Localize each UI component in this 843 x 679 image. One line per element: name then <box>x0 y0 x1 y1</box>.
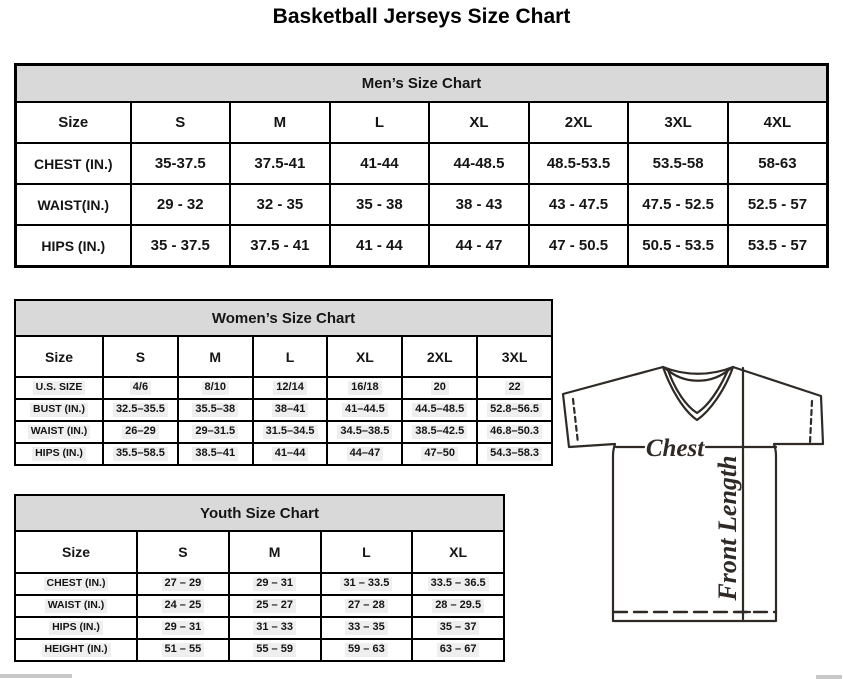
value-cell <box>229 573 321 595</box>
value-text: 27 – 28 <box>345 599 388 613</box>
column-header-row <box>15 531 504 573</box>
value-text: 38.5–42.5 <box>412 425 467 439</box>
value-cell <box>412 595 504 617</box>
table-row <box>15 377 552 399</box>
value-cell <box>137 617 229 639</box>
size-column-header: 2XL <box>529 102 629 143</box>
value-cell <box>229 595 321 617</box>
value-cell: 32 - 35 <box>230 184 330 225</box>
table-row <box>15 399 552 421</box>
value-text: 38–41 <box>272 403 309 417</box>
table-row <box>16 184 828 225</box>
value-text: 55 – 59 <box>253 643 296 657</box>
value-text: 59 – 63 <box>345 643 388 657</box>
size-column-header: XL <box>429 102 529 143</box>
left-sleeve-dash <box>573 399 578 443</box>
value-text: 29 – 31 <box>162 621 205 635</box>
value-text: 35.5–58.5 <box>113 447 168 461</box>
value-cell: 53.5 - 57 <box>728 225 828 267</box>
value-cell <box>477 421 552 443</box>
value-text: 51 – 55 <box>162 643 205 657</box>
value-text: 25 – 27 <box>253 599 296 613</box>
value-cell: 41 - 44 <box>330 225 430 267</box>
jersey-outline <box>563 367 823 621</box>
column-header-row <box>15 336 552 377</box>
value-cell <box>137 573 229 595</box>
value-cell: 38 - 43 <box>429 184 529 225</box>
youth-size-table <box>14 494 505 662</box>
row-label: HIPS (IN.) <box>16 225 131 267</box>
value-cell <box>178 399 253 421</box>
size-column-header: L <box>321 531 413 573</box>
value-cell <box>327 377 402 399</box>
value-cell <box>103 377 178 399</box>
value-cell <box>178 377 253 399</box>
value-text: CHEST (IN.) <box>44 577 109 590</box>
collar-back-top <box>663 367 733 374</box>
row-label <box>15 377 103 399</box>
table-row <box>15 639 504 661</box>
value-cell <box>103 443 178 465</box>
table-header-title: Men’s Size Chart <box>16 65 828 103</box>
size-column-header: M <box>178 336 253 377</box>
value-text: 28 – 29.5 <box>432 599 484 613</box>
value-cell: 43 - 47.5 <box>529 184 629 225</box>
womens-size-table <box>14 299 553 466</box>
table-header-row <box>16 65 828 103</box>
value-text: 35.5–38 <box>192 403 238 417</box>
value-cell <box>321 639 413 661</box>
row-label <box>15 421 103 443</box>
page-title: Basketball Jerseys Size Chart <box>272 5 571 28</box>
value-cell <box>412 639 504 661</box>
value-text: 4/6 <box>130 381 151 395</box>
row-label <box>15 595 137 617</box>
value-text: 22 <box>505 381 523 395</box>
value-cell: 41-44 <box>330 143 430 184</box>
value-text: 46.8–50.3 <box>487 425 542 439</box>
value-text: 47–50 <box>421 447 458 461</box>
value-cell <box>137 639 229 661</box>
value-text: 29 – 31 <box>253 577 296 591</box>
value-cell <box>402 421 477 443</box>
row-label <box>15 617 137 639</box>
value-cell <box>402 377 477 399</box>
size-column-header: S <box>103 336 178 377</box>
value-cell <box>137 595 229 617</box>
value-cell: 47.5 - 52.5 <box>628 184 728 225</box>
value-cell <box>477 443 552 465</box>
value-text: 20 <box>431 381 449 395</box>
size-column-header: L <box>253 336 328 377</box>
value-cell <box>253 443 328 465</box>
front-length-label: Front Length <box>713 455 742 601</box>
table-row <box>16 225 828 267</box>
value-cell: 58-63 <box>728 143 828 184</box>
value-cell <box>321 573 413 595</box>
value-cell: 37.5-41 <box>230 143 330 184</box>
value-text: 29–31.5 <box>192 425 238 439</box>
size-corner-label: Size <box>15 531 137 573</box>
value-cell <box>477 399 552 421</box>
value-cell <box>412 617 504 639</box>
value-text: 31 – 33.5 <box>340 577 392 591</box>
value-cell <box>253 377 328 399</box>
value-cell <box>402 443 477 465</box>
value-text: U.S. SIZE <box>33 381 86 394</box>
value-cell: 52.5 - 57 <box>728 184 828 225</box>
value-cell <box>402 399 477 421</box>
value-cell <box>103 421 178 443</box>
value-cell <box>327 399 402 421</box>
value-text: 44–47 <box>347 447 384 461</box>
column-header-row <box>16 102 828 143</box>
value-cell <box>229 617 321 639</box>
value-text: 41–44.5 <box>342 403 388 417</box>
table-row <box>15 421 552 443</box>
row-label: CHEST (IN.) <box>16 143 131 184</box>
value-text: BUST (IN.) <box>30 403 88 416</box>
row-label <box>15 443 103 465</box>
value-text: 31 – 33 <box>253 621 296 635</box>
value-cell: 35 - 38 <box>330 184 430 225</box>
row-label <box>15 573 137 595</box>
table-row <box>15 443 552 465</box>
value-text: WAIST (IN.) <box>28 425 91 438</box>
size-column-header: 3XL <box>477 336 552 377</box>
table-header-row <box>15 300 552 336</box>
table-row <box>15 595 504 617</box>
value-text: WAIST (IN.) <box>45 599 108 612</box>
value-cell <box>477 377 552 399</box>
mens-size-table <box>14 63 829 268</box>
value-text: 24 – 25 <box>162 599 205 613</box>
size-column-header: S <box>137 531 229 573</box>
value-cell: 29 - 32 <box>131 184 231 225</box>
value-text: 35 – 37 <box>437 621 480 635</box>
value-text: 16/18 <box>348 381 382 395</box>
size-column-header: S <box>131 102 231 143</box>
value-cell <box>327 443 402 465</box>
value-text: 41–44 <box>272 447 309 461</box>
value-cell: 35-37.5 <box>131 143 231 184</box>
value-cell <box>178 421 253 443</box>
value-cell <box>321 617 413 639</box>
value-text: 33 – 35 <box>345 621 388 635</box>
table-header-title: Youth Size Chart <box>15 495 504 531</box>
value-text: 54.3–58.3 <box>487 447 542 461</box>
value-text: 34.5–38.5 <box>337 425 392 439</box>
table-row <box>16 143 828 184</box>
value-cell: 35 - 37.5 <box>131 225 231 267</box>
horizontal-scrollbar-fragment-right[interactable] <box>816 675 842 679</box>
value-cell <box>327 421 402 443</box>
value-text: 44.5–48.5 <box>412 403 467 417</box>
value-text: HEIGHT (IN.) <box>42 643 111 656</box>
chest-label: Chest <box>645 435 705 462</box>
table-header-title: Women’s Size Chart <box>15 300 552 336</box>
horizontal-scrollbar-fragment-left[interactable] <box>0 674 72 678</box>
size-column-header: XL <box>327 336 402 377</box>
value-text: 52.8–56.5 <box>487 403 542 417</box>
value-cell <box>178 443 253 465</box>
size-column-header: L <box>330 102 430 143</box>
value-text: 32.5–35.5 <box>113 403 168 417</box>
value-cell: 44-48.5 <box>429 143 529 184</box>
value-text: 31.5–34.5 <box>263 425 318 439</box>
value-cell <box>103 399 178 421</box>
table-row <box>15 573 504 595</box>
value-cell <box>229 639 321 661</box>
value-text: 33.5 – 36.5 <box>428 577 489 591</box>
value-cell: 53.5-58 <box>628 143 728 184</box>
row-label <box>15 639 137 661</box>
value-cell <box>253 421 328 443</box>
value-cell: 37.5 - 41 <box>230 225 330 267</box>
size-corner-label: Size <box>16 102 131 143</box>
value-text: 8/10 <box>202 381 229 395</box>
size-column-header: 4XL <box>728 102 828 143</box>
value-cell <box>412 573 504 595</box>
value-cell <box>321 595 413 617</box>
size-column-header: M <box>230 102 330 143</box>
value-text: HIPS (IN.) <box>32 447 86 460</box>
value-cell: 48.5-53.5 <box>529 143 629 184</box>
size-column-header: M <box>229 531 321 573</box>
size-column-header: 3XL <box>628 102 728 143</box>
row-label: WAIST(IN.) <box>16 184 131 225</box>
value-cell: 44 - 47 <box>429 225 529 267</box>
value-text: 63 – 67 <box>437 643 480 657</box>
size-corner-label: Size <box>15 336 103 377</box>
jersey-diagram <box>560 363 830 626</box>
size-column-header: XL <box>412 531 504 573</box>
value-text: 26–29 <box>122 425 159 439</box>
right-sleeve-dash <box>810 401 812 443</box>
table-row <box>15 617 504 639</box>
value-text: 38.5–41 <box>192 447 238 461</box>
value-cell: 47 - 50.5 <box>529 225 629 267</box>
value-text: 27 – 29 <box>162 577 205 591</box>
value-cell <box>253 399 328 421</box>
size-column-header: 2XL <box>402 336 477 377</box>
value-text: 12/14 <box>273 381 307 395</box>
table-header-row <box>15 495 504 531</box>
row-label <box>15 399 103 421</box>
value-text: HIPS (IN.) <box>49 621 103 634</box>
value-cell: 50.5 - 53.5 <box>628 225 728 267</box>
